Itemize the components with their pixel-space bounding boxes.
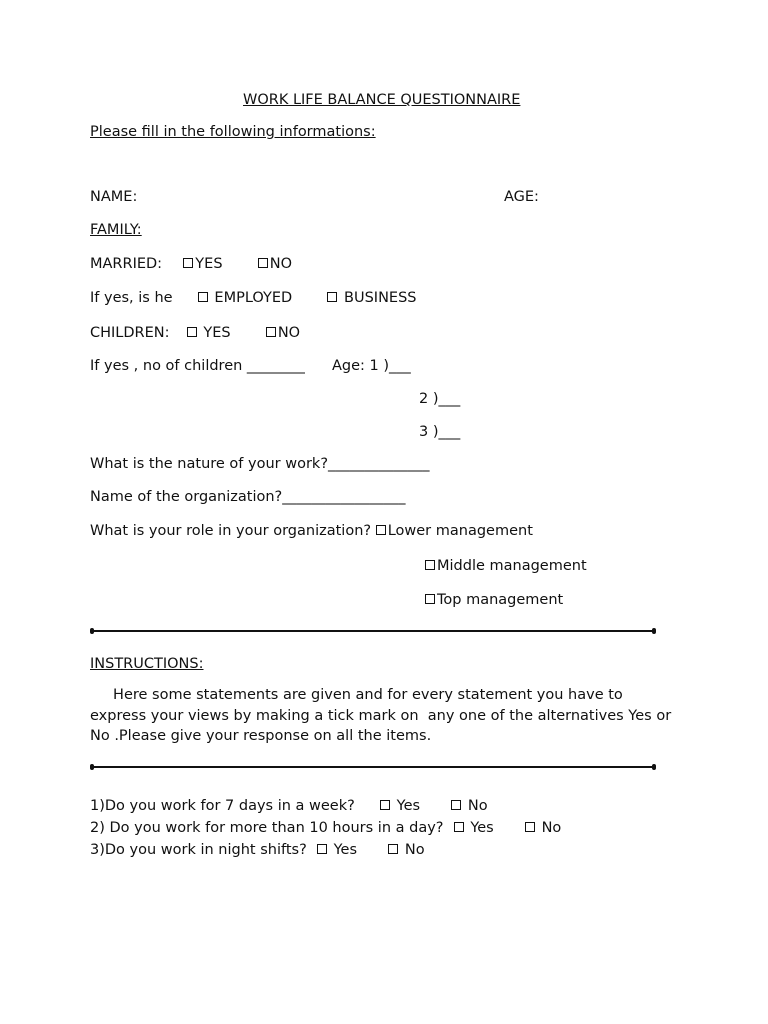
checkbox-icon[interactable] — [266, 327, 276, 337]
married-label: MARRIED: — [90, 256, 163, 272]
checkbox-icon[interactable] — [258, 258, 268, 268]
checkbox-icon[interactable] — [451, 800, 461, 810]
role-top-option[interactable]: Top management — [425, 591, 563, 609]
role-row — [90, 522, 533, 540]
name-label: NAME: — [90, 189, 138, 205]
question-text: 2) Do you work for more than 10 hours in a day? — [90, 820, 444, 836]
family-label: FAMILY: — [90, 222, 142, 238]
intro-text: Please fill in the following informations: — [90, 124, 376, 140]
checkbox-icon[interactable] — [183, 258, 193, 268]
divider-line — [92, 766, 654, 768]
children-row — [90, 324, 300, 342]
checkbox-icon[interactable] — [388, 844, 398, 854]
checkbox-icon[interactable] — [525, 822, 535, 832]
checkbox-icon[interactable] — [327, 292, 337, 302]
org-name-row — [90, 488, 405, 506]
children-count-row — [90, 357, 305, 375]
business-option[interactable]: BUSINESS — [327, 290, 416, 306]
checkbox-icon[interactable] — [425, 594, 435, 604]
employed-option[interactable]: EMPLOYED — [198, 290, 292, 306]
org-name-blank[interactable]: _________________ — [282, 489, 406, 505]
child-age-3[interactable]: 3 )___ — [419, 424, 461, 440]
child-age-1[interactable]: Age: 1 )___ — [332, 358, 411, 374]
instructions-heading: INSTRUCTIONS: — [90, 656, 204, 672]
children-no-option[interactable]: NO — [266, 325, 300, 341]
no-option[interactable]: No — [451, 798, 487, 814]
spouse-status-row — [90, 289, 417, 307]
checkbox-icon[interactable] — [454, 822, 464, 832]
question-row — [90, 797, 488, 815]
checkbox-icon[interactable] — [380, 800, 390, 810]
children-count-label: If yes , no of children — [90, 358, 243, 374]
work-nature-label: What is the nature of your work? — [90, 456, 329, 472]
child-age-2[interactable]: 2 )___ — [419, 391, 461, 407]
no-option[interactable]: No — [388, 842, 424, 858]
page-title: WORK LIFE BALANCE QUESTIONNAIRE — [243, 92, 521, 108]
work-nature-row — [90, 455, 430, 473]
role-lower-option[interactable]: Lower management — [376, 523, 533, 539]
married-row — [90, 255, 292, 273]
instructions-text: Here some statements are given and for every statement you have to express your views by making a tick mark on any one of the alternatives Yes or No .Please give your response on all the items. — [90, 687, 676, 744]
checkbox-icon[interactable] — [187, 327, 197, 337]
no-option[interactable]: No — [525, 820, 561, 836]
children-count-blank[interactable]: ________ — [246, 358, 305, 374]
checkbox-icon[interactable] — [425, 560, 435, 570]
spouse-status-label: If yes, is he — [90, 290, 173, 306]
married-yes-option[interactable]: YES — [183, 256, 222, 272]
work-nature-blank[interactable]: ______________ — [328, 456, 430, 472]
question-text: 1)Do you work for 7 days in a week? — [90, 798, 355, 814]
checkbox-icon[interactable] — [198, 292, 208, 302]
checkbox-icon[interactable] — [317, 844, 327, 854]
children-yes-option[interactable]: YES — [187, 325, 231, 341]
children-label: CHILDREN: — [90, 325, 170, 341]
org-name-label: Name of the organization? — [90, 489, 283, 505]
role-middle-option[interactable]: Middle management — [425, 557, 587, 575]
married-no-option[interactable]: NO — [258, 256, 292, 272]
yes-option[interactable]: Yes — [317, 842, 357, 858]
question-row — [90, 841, 425, 859]
age-label: AGE: — [504, 189, 539, 205]
checkbox-icon[interactable] — [376, 525, 386, 535]
yes-option[interactable]: Yes — [454, 820, 494, 836]
question-text: 3)Do you work in night shifts? — [90, 842, 307, 858]
question-row — [90, 819, 561, 837]
divider-line — [92, 630, 654, 632]
yes-option[interactable]: Yes — [380, 798, 420, 814]
role-label: What is your role in your organization? — [90, 523, 372, 539]
